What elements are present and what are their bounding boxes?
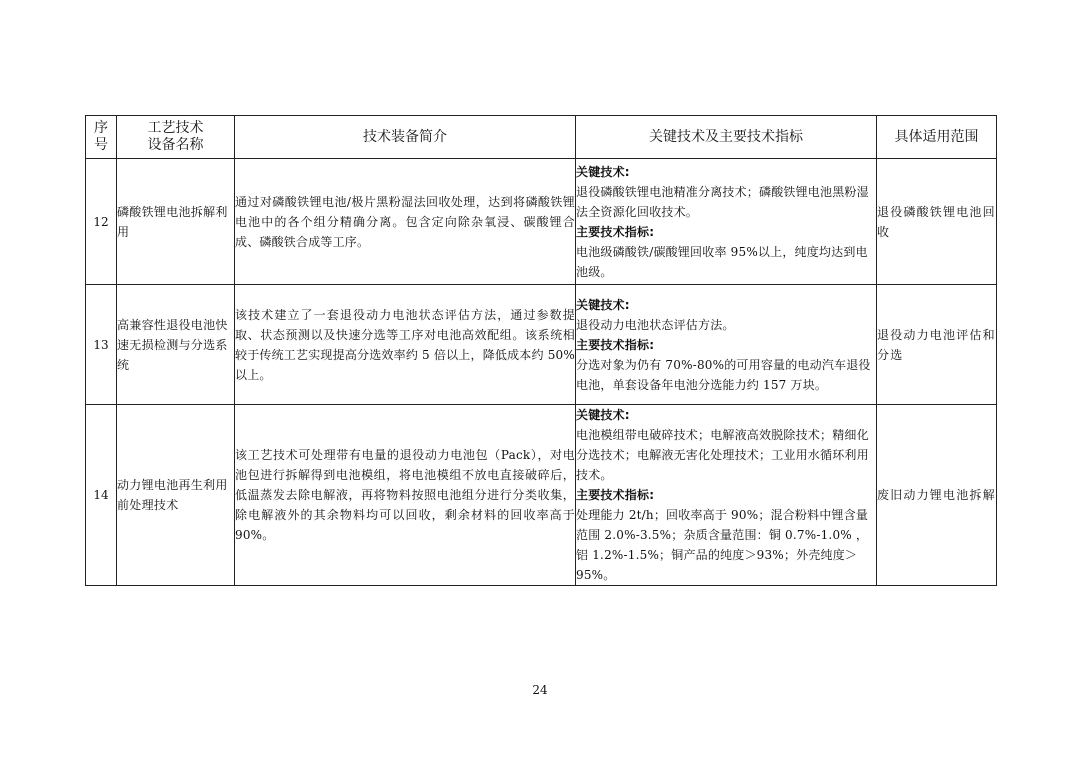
table-row (86, 159, 997, 285)
row-name: 动力锂电池再生利用前处理技术 (117, 405, 235, 586)
row-scope: 退役磷酸铁锂电池回收 (877, 159, 997, 285)
table-row (86, 285, 997, 405)
row-scope: 退役动力电池评估和分选 (877, 285, 997, 405)
header-key-tech: 关键技术及主要技术指标 (576, 116, 877, 159)
row-scope: 废旧动力锂电池拆解 (877, 405, 997, 586)
key-tech-text: 电池模组带电破碎技术；电解液高效脱除技术；精细化分选技术；电解液无害化处理技术；工业用水循环利用技术。 (576, 428, 869, 482)
table-header-row (86, 116, 997, 159)
indicator-text: 电池级磷酸铁/碳酸锂回收率 95%以上，纯度均达到电池级。 (576, 244, 868, 279)
indicator-label: 主要技术指标: (576, 337, 655, 352)
indicator-label: 主要技术指标: (576, 224, 655, 239)
row-index: 13 (86, 285, 117, 405)
header-scope: 具体适用范围 (877, 116, 997, 159)
header-name: 工艺技术 设备名称 (117, 116, 235, 159)
table-row (86, 405, 997, 586)
row-index: 12 (86, 159, 117, 285)
row-key-tech (576, 159, 877, 285)
row-name: 磷酸铁锂电池拆解利用 (117, 159, 235, 285)
indicator-text: 分选对象为仍有 70%-80%的可用容量的电动汽车退役电池，单套设备年电池分选能力约 157 万块。 (576, 357, 871, 392)
row-name: 高兼容性退役电池快速无损检测与分选系统 (117, 285, 235, 405)
key-tech-text: 退役磷酸铁锂电池精准分离技术；磷酸铁锂电池黑粉湿法全资源化回收技术。 (576, 184, 869, 219)
row-intro: 该工艺技术可处理带有电量的退役动力电池包（Pack），对电池包进行拆解得到电池模组，将电池模组不放电直接破碎后，低温蒸发去除电解液，再将物料按照电池组分进行分类收集，除电解液外的其余物料均可以回收，剩余材料的回收率高于 90%。 (235, 405, 576, 586)
key-tech-label: 关键技术: (576, 297, 630, 312)
key-tech-text: 退役动力电池状态评估方法。 (576, 317, 735, 332)
header-intro: 技术装备简介 (235, 116, 576, 159)
key-tech-label: 关键技术: (576, 408, 630, 422)
row-intro: 该技术建立了一套退役动力电池状态评估方法，通过参数提取、状态预测以及快速分选等工序对电池高效配组。该系统相较于传统工艺实现提高分选效率约 5 倍以上，降低成本约 50%以上。 (235, 285, 576, 405)
key-tech-label: 关键技术: (576, 164, 630, 179)
indicator-label: 主要技术指标: (576, 488, 655, 502)
row-key-tech (576, 285, 877, 405)
row-index: 14 (86, 405, 117, 586)
indicator-text: 处理能力 2t/h；回收率高于 90%；混合粉料中锂含量范围 2.0%-3.5%；杂质含量范围：铜 0.7%-1.0% ，铝 1.2%-1.5%；铜产品的纯度＞93%；外壳纯度＞95%。 (576, 508, 869, 582)
row-key-tech (576, 405, 877, 586)
header-index: 序 号 (86, 116, 117, 159)
technology-table (85, 115, 997, 586)
page-number: 24 (532, 683, 548, 697)
row-intro: 通过对磷酸铁锂电池/极片黑粉湿法回收处理，达到将磷酸铁锂电池中的各个组分精确分离。包含定向除杂氧浸、碳酸锂合成、磷酸铁合成等工序。 (235, 159, 576, 285)
